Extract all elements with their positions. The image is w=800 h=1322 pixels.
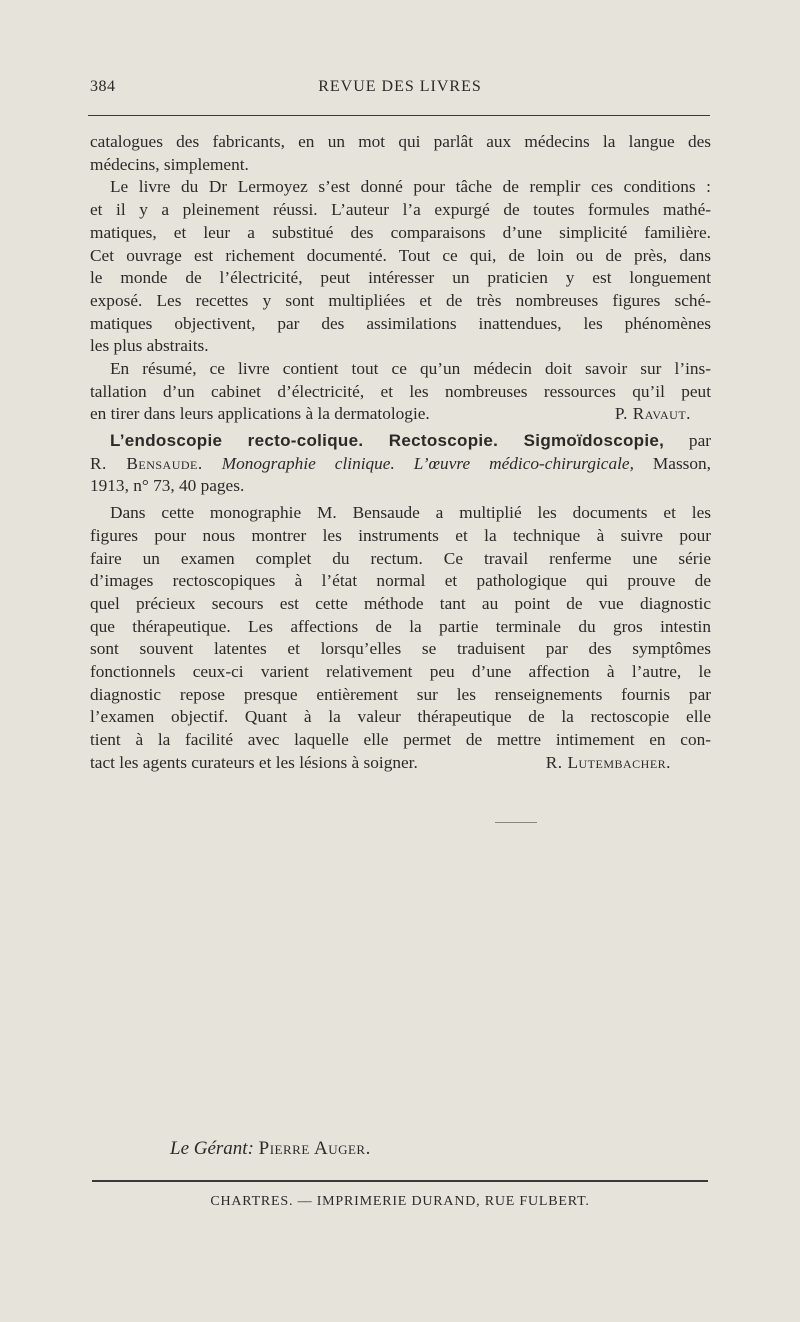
- text-line: [90, 752, 711, 775]
- text-line: Dans cette monographie M. Bensaude a multiplié les documents et les: [110, 503, 711, 523]
- text-line: exposé. Les recettes y sont multipliées et de très nombreuses figures sché-: [90, 290, 711, 310]
- text-line-content: tact les agents curateurs et les lésions à soigner.: [90, 752, 418, 772]
- review-1: [90, 131, 711, 426]
- text-line: En résumé, ce livre contient tout ce qu’un médecin doit savoir sur l’ins-: [110, 359, 711, 379]
- text-line: sont souvent latentes et lorsqu’elles se traduisent par des symptômes: [90, 639, 711, 659]
- text-line: les plus abstraits.: [90, 336, 209, 356]
- citation-line: [90, 430, 711, 453]
- printer-imprint: CHARTRES. — IMPRIMERIE DURAND, RUE FULBERT.: [210, 1194, 590, 1209]
- text-line: le monde de l’électricité, peut intéresser un praticien y est longuement: [90, 268, 711, 288]
- footer-rule: [92, 1180, 708, 1182]
- text-line: figures pour nous montrer les instruments et la technique à suivre pour: [90, 525, 711, 545]
- text-line: d’images rectoscopiques à l’état normal et pathologique qui prouve de: [90, 571, 711, 591]
- review-2-author: R. Bensaude.: [90, 453, 203, 473]
- gerant-label: Le Gérant:: [170, 1138, 254, 1159]
- text-line-content: en tirer dans leurs applications à la dermatologie.: [90, 404, 430, 424]
- citation-line: 1913, n° 73, 40 pages.: [90, 476, 245, 496]
- text-line: médecins, simplement.: [90, 154, 249, 174]
- text-line: que thérapeutique. Les affections de la partie terminale du gros intestin: [90, 616, 711, 636]
- review-2-series: Monographie clinique. L’œuvre médico-chirurgicale,: [221, 453, 634, 473]
- review-2-citation: [90, 430, 711, 498]
- text-line: fonctionnels ceux-ci varient relativement peu d’une affection à l’autre, le: [90, 662, 711, 682]
- text-line: diagnostic repose presque entièrement sur les renseignements fournis par: [90, 684, 711, 704]
- text-line: tient à la facilité avec laquelle elle permet de mettre intimement en con-: [90, 730, 711, 750]
- review-2: [90, 430, 711, 775]
- running-title: REVUE DES LIVRES: [318, 78, 482, 95]
- text-line: tallation d’un cabinet d’électricité, et les nombreuses ressources qu’il peut: [90, 381, 711, 401]
- gerant-line: [170, 1138, 371, 1160]
- text-line: quel précieux secours est cette méthode tant au point de vue diagnostic: [90, 593, 711, 613]
- text-line: Cet ouvrage est richement documenté. Tout ce qui, de loin ou de près, dans: [90, 245, 711, 265]
- text-line: l’examen objectif. Quant à la valeur thérapeutique de la rectoscopie elle: [90, 707, 711, 727]
- review-1-paragraph-2: [90, 176, 711, 358]
- review-2-par: par: [688, 431, 711, 450]
- text-line: matiques, et leur a substitué des comparaisons d’une simplicité familière.: [90, 222, 711, 242]
- review-2-publisher: Masson,: [652, 453, 711, 473]
- review-1-paragraph-3: [90, 358, 711, 426]
- text-line: faire un examen complet du rectum. Ce travail renferme une série: [90, 548, 711, 568]
- review-1-paragraph-1: [90, 131, 711, 176]
- text-line: matiques objectivent, par des assimilations inattendues, les phénomènes: [90, 313, 711, 333]
- text-line: catalogues des fabricants, en un mot qui parlât aux médecins la langue des: [90, 132, 711, 151]
- text-line: et il y a pleinement réussi. L’auteur l’a expurgé de toutes formules mathé-: [90, 200, 711, 220]
- review-2-title: L’endoscopie recto-colique. Rectoscopie. Sigmoïdoscopie,: [110, 431, 665, 450]
- header-rule: [88, 115, 710, 116]
- gerant-name: Pierre Auger.: [258, 1138, 371, 1159]
- section-divider: [495, 822, 537, 823]
- page-number: 384: [90, 78, 116, 95]
- review-2-signature: R. Lutembacher.: [545, 752, 671, 772]
- text-line: Le livre du Dr Lermoyez s’est donné pour tâche de remplir ces conditions :: [110, 177, 711, 197]
- running-header: [90, 78, 710, 102]
- review-2-body: [90, 502, 711, 774]
- text-line: [90, 403, 711, 426]
- citation-line: [90, 453, 711, 476]
- review-1-signature: P. Ravaut.: [614, 404, 691, 424]
